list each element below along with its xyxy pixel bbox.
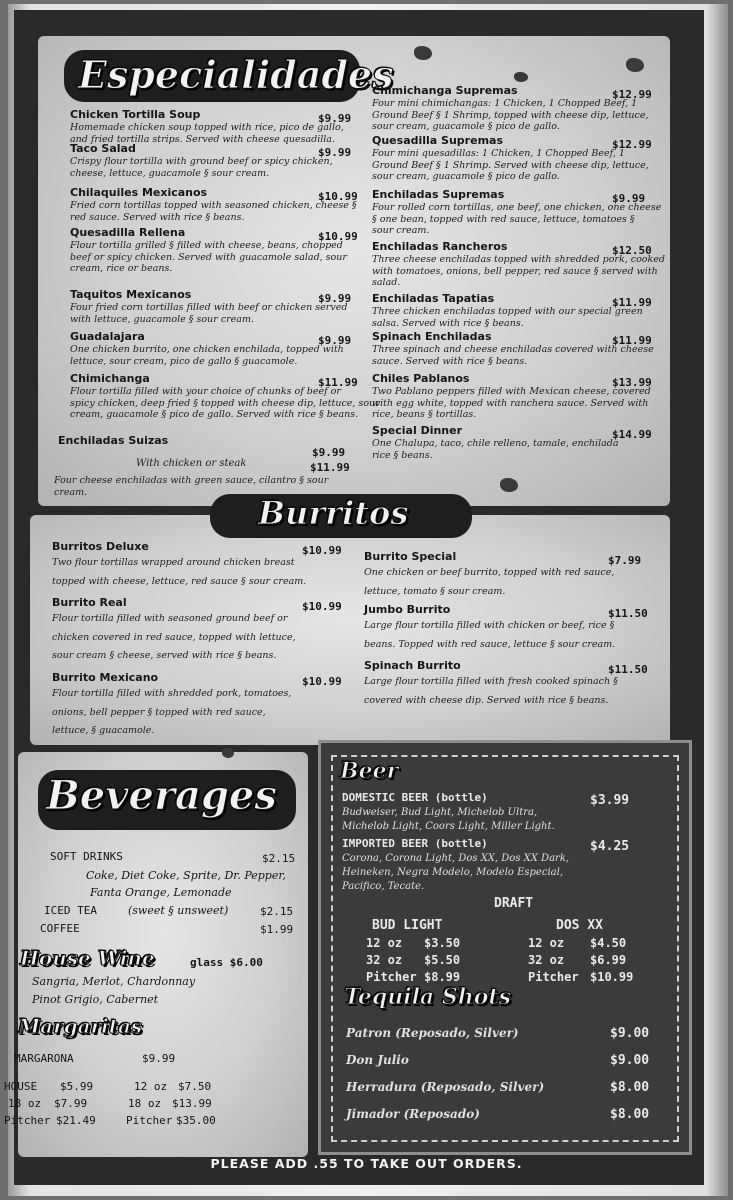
menu-item-price: $10.99 (318, 230, 358, 243)
menu-item-price: $9.99 (318, 292, 352, 305)
coffee-price: $1.99 (260, 923, 294, 936)
description-line: spicy chicken, deep fried § topped with cheese dip, lettuce, sour (70, 397, 380, 409)
description-line: beans. Topped with red sauce, lettuce § sour cream. (364, 638, 616, 650)
menu-item-price: $10.99 (302, 600, 342, 613)
menu-item-price: $11.99 (318, 376, 358, 389)
description-line: sour cream § cheese, served with rice § beans. (52, 650, 277, 661)
description-line: cream, guacamole § pico de gallo. Served with rice § beans. (70, 409, 359, 420)
description-line: lettuce, § guacamole. (52, 725, 155, 736)
menu-item-price: $11.99 (310, 461, 350, 474)
description-line: Ground Beef § 1 Shrimp. Served with cheese dip, lettuce, (372, 159, 649, 171)
description-line: with lettuce, guacamole § sour cream. (70, 313, 254, 325)
imported-beer-price: $4.25 (590, 839, 630, 854)
draft-size: 32 oz (366, 953, 403, 967)
description-line: sour cream, guacamole § pico de gallo. (372, 171, 560, 182)
wine-list: Pinot Grigio, Cabernet (32, 993, 159, 1006)
imported-beer-list: Corona, Corona Light, Dos XX, Dos XX Dark, Heineken, Negra Modelo, Modelo Especial, Pacifico, Tecate. (342, 853, 570, 892)
house-wine-price: glass $6.00 (190, 956, 263, 969)
description-line: Flour tortilla filled with your choice of chunks of beef or (70, 386, 341, 397)
tequila-title: Tequila Shots (344, 984, 511, 1010)
menu-item-price: $10.99 (302, 675, 342, 688)
description-line: Three cheese enchiladas topped with shredded pork, cooked (372, 254, 665, 265)
description-line: rice, beans § tortillas. (372, 409, 477, 420)
domestic-beer-label: DOMESTIC BEER (bottle) (342, 791, 488, 804)
description-line: cheese, lettuce, guacamole § sour cream. (70, 167, 270, 179)
beer-title: Beer (340, 758, 399, 784)
description-line: cream, rice or beans. (70, 263, 173, 274)
house-price: $5.99 (60, 1080, 94, 1093)
menu-item-name: Chicken Tortilla Soup (70, 108, 201, 121)
tequila-name: Patron (Reposado, Silver) (346, 1026, 519, 1040)
menu-item-name: Chiles Pablanos (372, 372, 470, 385)
description-line: Homemade chicken soup topped with rice, pico de gallo, (70, 122, 344, 133)
menu-item-price: $13.99 (612, 376, 652, 389)
house-wine-title: House Wine (20, 946, 155, 970)
menu-item-price: $9.99 (318, 112, 352, 125)
description-line: onions, bell pepper § topped with red sauce, (52, 706, 266, 718)
description-line: sour cream. (372, 225, 430, 236)
menu-item-description (70, 156, 333, 179)
menu-item-price: $9.99 (612, 192, 646, 205)
tequila-price: $8.00 (610, 1080, 650, 1095)
menu-item-name: Spinach Enchiladas (372, 330, 492, 343)
description-line: topped with cheese, lettuce, red sauce § sour cream. (52, 575, 307, 587)
rock-icon (514, 72, 528, 82)
soft-drinks-list: Coke, Diet Coke, Sprite, Dr. Pepper, (86, 869, 286, 882)
description-line: covered with cheese dip. Served with rice § beans. (364, 694, 609, 706)
imported-beer-label: IMPORTED BEER (bottle) (342, 837, 488, 850)
tequila-price: $8.00 (610, 1107, 650, 1122)
description-line: Crispy flour tortilla with ground beef or spicy chicken, (70, 156, 333, 167)
menu-item-description (372, 148, 649, 183)
menu-item-description (70, 240, 347, 275)
iced-tea-price: $2.15 (260, 905, 294, 918)
menu-item-description (364, 564, 614, 601)
description-line: and fried tortilla strips. Served with cheese quesadilla. (70, 133, 335, 145)
draft-price-bud-light: $8.99 (424, 970, 461, 984)
menu-item-price: $9.99 (318, 146, 352, 159)
menu-item-price: $11.50 (608, 607, 648, 620)
menu-item-description (364, 673, 618, 710)
menu-item-description (372, 438, 619, 461)
iced-tea-note: (sweet § unsweet) (128, 904, 229, 917)
menu-item-name: Special Dinner (372, 424, 463, 437)
menu-item-price: $7.99 (608, 554, 642, 567)
description-line: Four mini quesadillas: 1 Chicken, 1 Chopped Beef, 1 (372, 148, 625, 159)
burritos-title: Burritos (258, 494, 409, 532)
menu-item-name: Quesadilla Supremas (372, 134, 503, 147)
menu-item-description: Four cheese enchiladas with green sauce, cilantro § sour cream. (54, 475, 329, 498)
menu-item-name: Enchiladas Tapatias (372, 292, 495, 305)
draft-price-dos-xx: $4.50 (590, 936, 627, 950)
menu-item-description (70, 386, 380, 421)
menu-item-description (372, 98, 648, 133)
draft-size: 12 oz (528, 936, 565, 950)
menu-item-price: $11.50 (608, 663, 648, 676)
description-line: Four rolled corn tortillas, one beef, one chicken, one cheese (372, 202, 662, 213)
draft-size: 32 oz (528, 953, 565, 967)
soft-drinks-label: SOFT DRINKS (50, 850, 123, 863)
beverages-title: Beverages (46, 772, 277, 819)
margarona-price: $9.99 (142, 1052, 176, 1065)
house-label: HOUSE (4, 1080, 38, 1093)
oz18-price: $13.99 (172, 1097, 212, 1110)
coffee-label: COFFEE (40, 922, 80, 935)
pitcher-label: Pitcher (4, 1114, 51, 1127)
menu-item-description (70, 200, 357, 223)
menu-item-price: $10.99 (318, 190, 358, 203)
menu-item-name: Burrito Mexicano (52, 671, 159, 684)
menu-item-price: $11.99 (612, 296, 652, 309)
menu-item-name: Burritos Deluxe (52, 540, 149, 553)
menu-item-description (372, 306, 643, 329)
domestic-beer-price: $3.99 (590, 793, 630, 808)
menu-item-price: $12.99 (612, 88, 652, 101)
soft-drinks-list: Fanta Orange, Lemonade (90, 886, 232, 899)
menu-item-price: $11.99 (612, 334, 652, 347)
menu-item-name: Enchiladas Rancheros (372, 240, 508, 253)
description-line: Large flour tortilla filled with chicken or beef, rice § (364, 620, 615, 631)
bud-light-heading: BUD LIGHT (372, 918, 443, 933)
especialidades-title: Especialidades (78, 52, 394, 97)
menu-item-name: Chimichanga Supremas (372, 84, 518, 97)
description-line: Two Pablano peppers filled with Mexican cheese, covered (372, 386, 651, 397)
iced-tea-label: ICED TEA (44, 904, 97, 917)
oz18-price: $7.99 (54, 1097, 88, 1110)
description-line: sauce. Served with rice § beans. (372, 355, 528, 367)
description-line: Ground Beef § 1 Shrimp, topped with cheese dip, lettuce, (372, 109, 649, 121)
description-line: beef or spicy chicken. Served with guacamole salad, sour (70, 251, 347, 263)
menu-item-description (52, 554, 306, 591)
menu-item-description (372, 386, 651, 421)
menu-item-name: Taquitos Mexicanos (70, 288, 192, 301)
description-line: with egg white, topped with ranchera sauce. Served with (372, 397, 649, 409)
description-line: sour cream, guacamole § pico de gallo. (372, 121, 560, 132)
description-line: One Chalupa, taco, chile relleno, tamale, enchilada (372, 438, 619, 449)
take-out-note: PLEASE ADD .55 TO TAKE OUT ORDERS. (210, 1156, 523, 1171)
oz18-label: 18 oz (8, 1097, 42, 1110)
description-line: salsa. Served with rice § beans. (372, 317, 524, 329)
draft-price-bud-light: $3.50 (424, 936, 461, 950)
description-line: chicken covered in red sauce, topped with lettuce, (52, 631, 296, 643)
description-line: with tomatoes, onions, bell pepper, red sauce § served with (372, 265, 658, 277)
description-line: Three chicken enchiladas topped with our special green (372, 306, 643, 317)
soft-drinks-price: $2.15 (262, 852, 296, 865)
description-line: § one bean, topped with red sauce, lettuce, tomatoes § (372, 213, 635, 225)
tequila-name: Jimador (Reposado) (346, 1107, 480, 1121)
tequila-name: Herradura (Reposado, Silver) (346, 1080, 545, 1094)
description-line: Flour tortilla filled with seasoned ground beef or (52, 613, 288, 624)
rock-icon (222, 748, 234, 758)
menu-item-name: Quesadilla Rellena (70, 226, 186, 239)
description-line: salad. (372, 277, 401, 288)
description-line: Large flour tortilla filled with fresh cooked spinach § (364, 676, 618, 687)
rock-icon (626, 58, 644, 72)
menu-item-name: Spinach Burrito (364, 659, 461, 672)
description-line: Flour tortilla grilled § filled with cheese, beans, chopped (70, 240, 343, 251)
pitcher-price: $21.49 (56, 1114, 96, 1127)
menu-item-description (372, 202, 661, 237)
description-line: lettuce, tomato § sour cream. (364, 585, 506, 597)
draft-heading: DRAFT (494, 896, 534, 911)
menu-item-name: Burrito Special (364, 550, 457, 563)
draft-size: 12 oz (366, 936, 403, 950)
tequila-price: $9.00 (610, 1026, 650, 1041)
menu-item-name: Chimichanga (70, 372, 150, 385)
menu-item-price: $9.99 (318, 334, 352, 347)
menu-item-name: Burrito Real (52, 596, 127, 609)
description-line: lettuce, sour cream, pico de gallo § guacamole. (70, 355, 298, 367)
menu-item-price: $14.99 (612, 428, 652, 441)
margarona-label: MARGARONA (14, 1052, 74, 1065)
rock-icon (500, 478, 518, 492)
menu-item-name: Enchiladas Suizas (58, 434, 169, 447)
description-line: Fried corn tortillas topped with seasoned chicken, cheese § (70, 200, 357, 211)
tequila-price: $9.00 (610, 1053, 650, 1068)
menu-item-name: Guadalajara (70, 330, 145, 343)
draft-price-dos-xx: $6.99 (590, 953, 627, 967)
menu-item-option: With chicken or steak (136, 458, 247, 469)
menu-item-price: $10.99 (302, 544, 342, 557)
pitcher-price: $35.00 (176, 1114, 216, 1127)
draft-size: Pitcher (528, 970, 579, 984)
menu-item-price: $12.99 (612, 138, 652, 151)
oz18-label: 18 oz (128, 1097, 162, 1110)
description-line: Four fried corn tortillas filled with beef or chicken served (70, 302, 348, 313)
rock-icon (414, 46, 432, 60)
margaritas-title: Margaritas (18, 1014, 143, 1038)
menu-item-description (364, 617, 615, 654)
draft-price-dos-xx: $10.99 (590, 970, 634, 984)
menu-item-description (372, 254, 665, 289)
menu-item-price: $12.50 (612, 244, 652, 257)
description-line: One chicken burrito, one chicken enchilada, topped with (70, 344, 344, 355)
description-line: Four mini chimichangas: 1 Chicken, 1 Chopped Beef, 1 (372, 98, 638, 109)
draft-price-bud-light: $5.50 (424, 953, 461, 967)
menu-item-description (372, 344, 654, 367)
description-line: red sauce. Served with rice § beans. (70, 211, 245, 223)
menu-item-price: $9.99 (312, 446, 346, 459)
tequila-name: Don Julio (346, 1053, 409, 1067)
oz12-label: 12 oz (134, 1080, 168, 1093)
dos-xx-heading: DOS XX (556, 918, 603, 933)
domestic-beer-list: Budweiser, Bud Light, Michelob Ultra, Michelob Light, Coors Light, Miller Light. (342, 807, 555, 832)
menu-item-name: Enchiladas Supremas (372, 188, 505, 201)
menu-item-description (70, 302, 347, 325)
menu-item-description (52, 685, 291, 741)
description-line: Two flour tortillas wrapped around chicken breast (52, 557, 295, 568)
draft-size: Pitcher (366, 970, 417, 984)
wine-list: Sangria, Merlot, Chardonnay (32, 975, 196, 988)
description-line: Flour tortilla filled with shredded pork, tomatoes, (52, 688, 292, 699)
description-line: Three spinach and cheese enchiladas covered with cheese (372, 344, 654, 355)
menu-item-description (70, 344, 344, 367)
menu-item-name: Taco Salad (70, 142, 136, 155)
menu-item-name: Jumbo Burrito (364, 603, 451, 616)
pitcher-label: Pitcher (126, 1114, 173, 1127)
menu-item-name: Chilaquiles Mexicanos (70, 186, 208, 199)
description-line: rice § beans. (372, 449, 433, 461)
description-line: One chicken or beef burrito, topped with red sauce, (364, 567, 615, 578)
menu-item-description (52, 610, 296, 666)
oz12-price: $7.50 (178, 1080, 212, 1093)
